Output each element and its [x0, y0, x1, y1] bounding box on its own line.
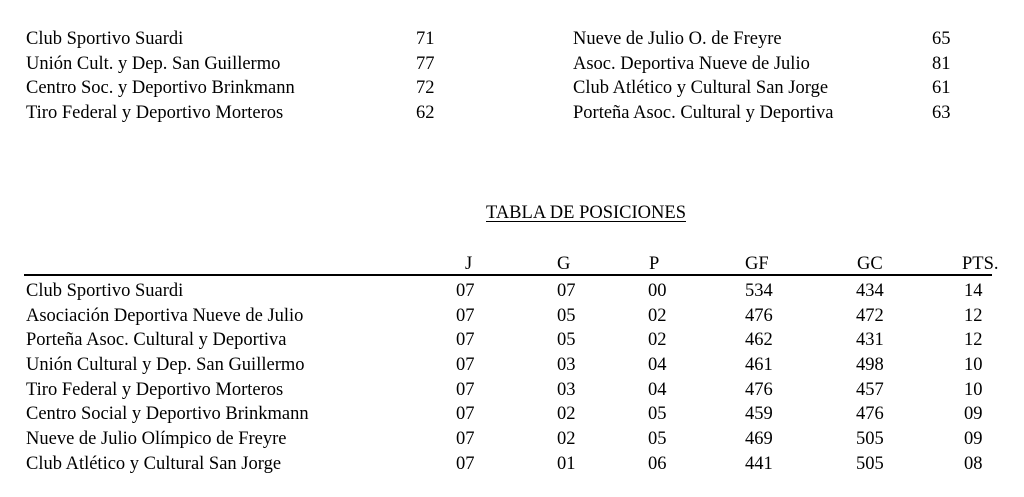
cell-gc: 476: [856, 404, 884, 424]
cell-gc: 505: [856, 454, 884, 474]
header-divider: [24, 274, 992, 276]
cell-gc: 431: [856, 330, 884, 350]
result-team: Porteña Asoc. Cultural y Deportiva: [573, 103, 834, 123]
cell-pts: 10: [964, 380, 983, 400]
result-team: Unión Cult. y Dep. San Guillermo: [26, 54, 281, 74]
cell-g: 01: [557, 454, 576, 474]
team-name: Unión Cultural y Dep. San Guillermo: [26, 355, 305, 375]
result-score: 61: [932, 78, 951, 98]
cell-j: 07: [456, 404, 475, 424]
cell-gc: 498: [856, 355, 884, 375]
team-name: Porteña Asoc. Cultural y Deportiva: [26, 330, 287, 350]
team-name: Asociación Deportiva Nueve de Julio: [26, 306, 304, 326]
result-team: Asoc. Deportiva Nueve de Julio: [573, 54, 810, 74]
result-team: Club Sportivo Suardi: [26, 29, 184, 49]
cell-j: 07: [456, 330, 475, 350]
result-team: Club Atlético y Cultural San Jorge: [573, 78, 829, 98]
cell-pts: 09: [964, 429, 983, 449]
header-p: P: [649, 254, 660, 274]
cell-pts: 12: [964, 306, 983, 326]
header-pts: PTS.: [962, 254, 999, 274]
cell-gf: 476: [745, 380, 773, 400]
header-j: J: [465, 254, 473, 274]
cell-j: 07: [456, 454, 475, 474]
team-name: Club Sportivo Suardi: [26, 281, 184, 301]
team-name: Tiro Federal y Deportivo Morteros: [26, 380, 284, 400]
result-score: 63: [932, 103, 951, 123]
cell-gf: 461: [745, 355, 773, 375]
cell-p: 06: [648, 454, 667, 474]
header-gf: GF: [745, 254, 769, 274]
team-name: Centro Social y Deportivo Brinkmann: [26, 404, 309, 424]
header-gc: GC: [857, 254, 883, 274]
cell-g: 05: [557, 330, 576, 350]
standings-title: TABLA DE POSICIONES: [486, 203, 686, 223]
cell-j: 07: [456, 281, 475, 301]
cell-g: 03: [557, 380, 576, 400]
result-score: 65: [932, 29, 951, 49]
result-team: Nueve de Julio O. de Freyre: [573, 29, 782, 49]
cell-pts: 08: [964, 454, 983, 474]
cell-g: 03: [557, 355, 576, 375]
cell-g: 05: [557, 306, 576, 326]
cell-gc: 457: [856, 380, 884, 400]
cell-gf: 459: [745, 404, 773, 424]
cell-gf: 476: [745, 306, 773, 326]
cell-j: 07: [456, 355, 475, 375]
cell-gc: 505: [856, 429, 884, 449]
cell-pts: 12: [964, 330, 983, 350]
cell-gf: 441: [745, 454, 773, 474]
cell-gc: 434: [856, 281, 884, 301]
cell-g: 02: [557, 429, 576, 449]
cell-j: 07: [456, 380, 475, 400]
cell-pts: 10: [964, 355, 983, 375]
cell-p: 05: [648, 404, 667, 424]
team-name: Club Atlético y Cultural San Jorge: [26, 454, 282, 474]
result-score: 62: [416, 103, 435, 123]
cell-p: 05: [648, 429, 667, 449]
cell-p: 02: [648, 306, 667, 326]
result-team: Tiro Federal y Deportivo Morteros: [26, 103, 284, 123]
cell-gf: 469: [745, 429, 773, 449]
result-team: Centro Soc. y Deportivo Brinkmann: [26, 78, 295, 98]
cell-g: 02: [557, 404, 576, 424]
cell-p: 04: [648, 380, 667, 400]
cell-p: 00: [648, 281, 667, 301]
cell-gc: 472: [856, 306, 884, 326]
header-g: G: [557, 254, 571, 274]
cell-pts: 14: [964, 281, 983, 301]
result-score: 81: [932, 54, 951, 74]
cell-gf: 462: [745, 330, 773, 350]
cell-pts: 09: [964, 404, 983, 424]
result-score: 77: [416, 54, 435, 74]
cell-p: 02: [648, 330, 667, 350]
result-score: 71: [416, 29, 435, 49]
team-name: Nueve de Julio Olímpico de Freyre: [26, 429, 287, 449]
result-score: 72: [416, 78, 435, 98]
cell-p: 04: [648, 355, 667, 375]
cell-g: 07: [557, 281, 576, 301]
cell-j: 07: [456, 429, 475, 449]
cell-gf: 534: [745, 281, 773, 301]
cell-j: 07: [456, 306, 475, 326]
